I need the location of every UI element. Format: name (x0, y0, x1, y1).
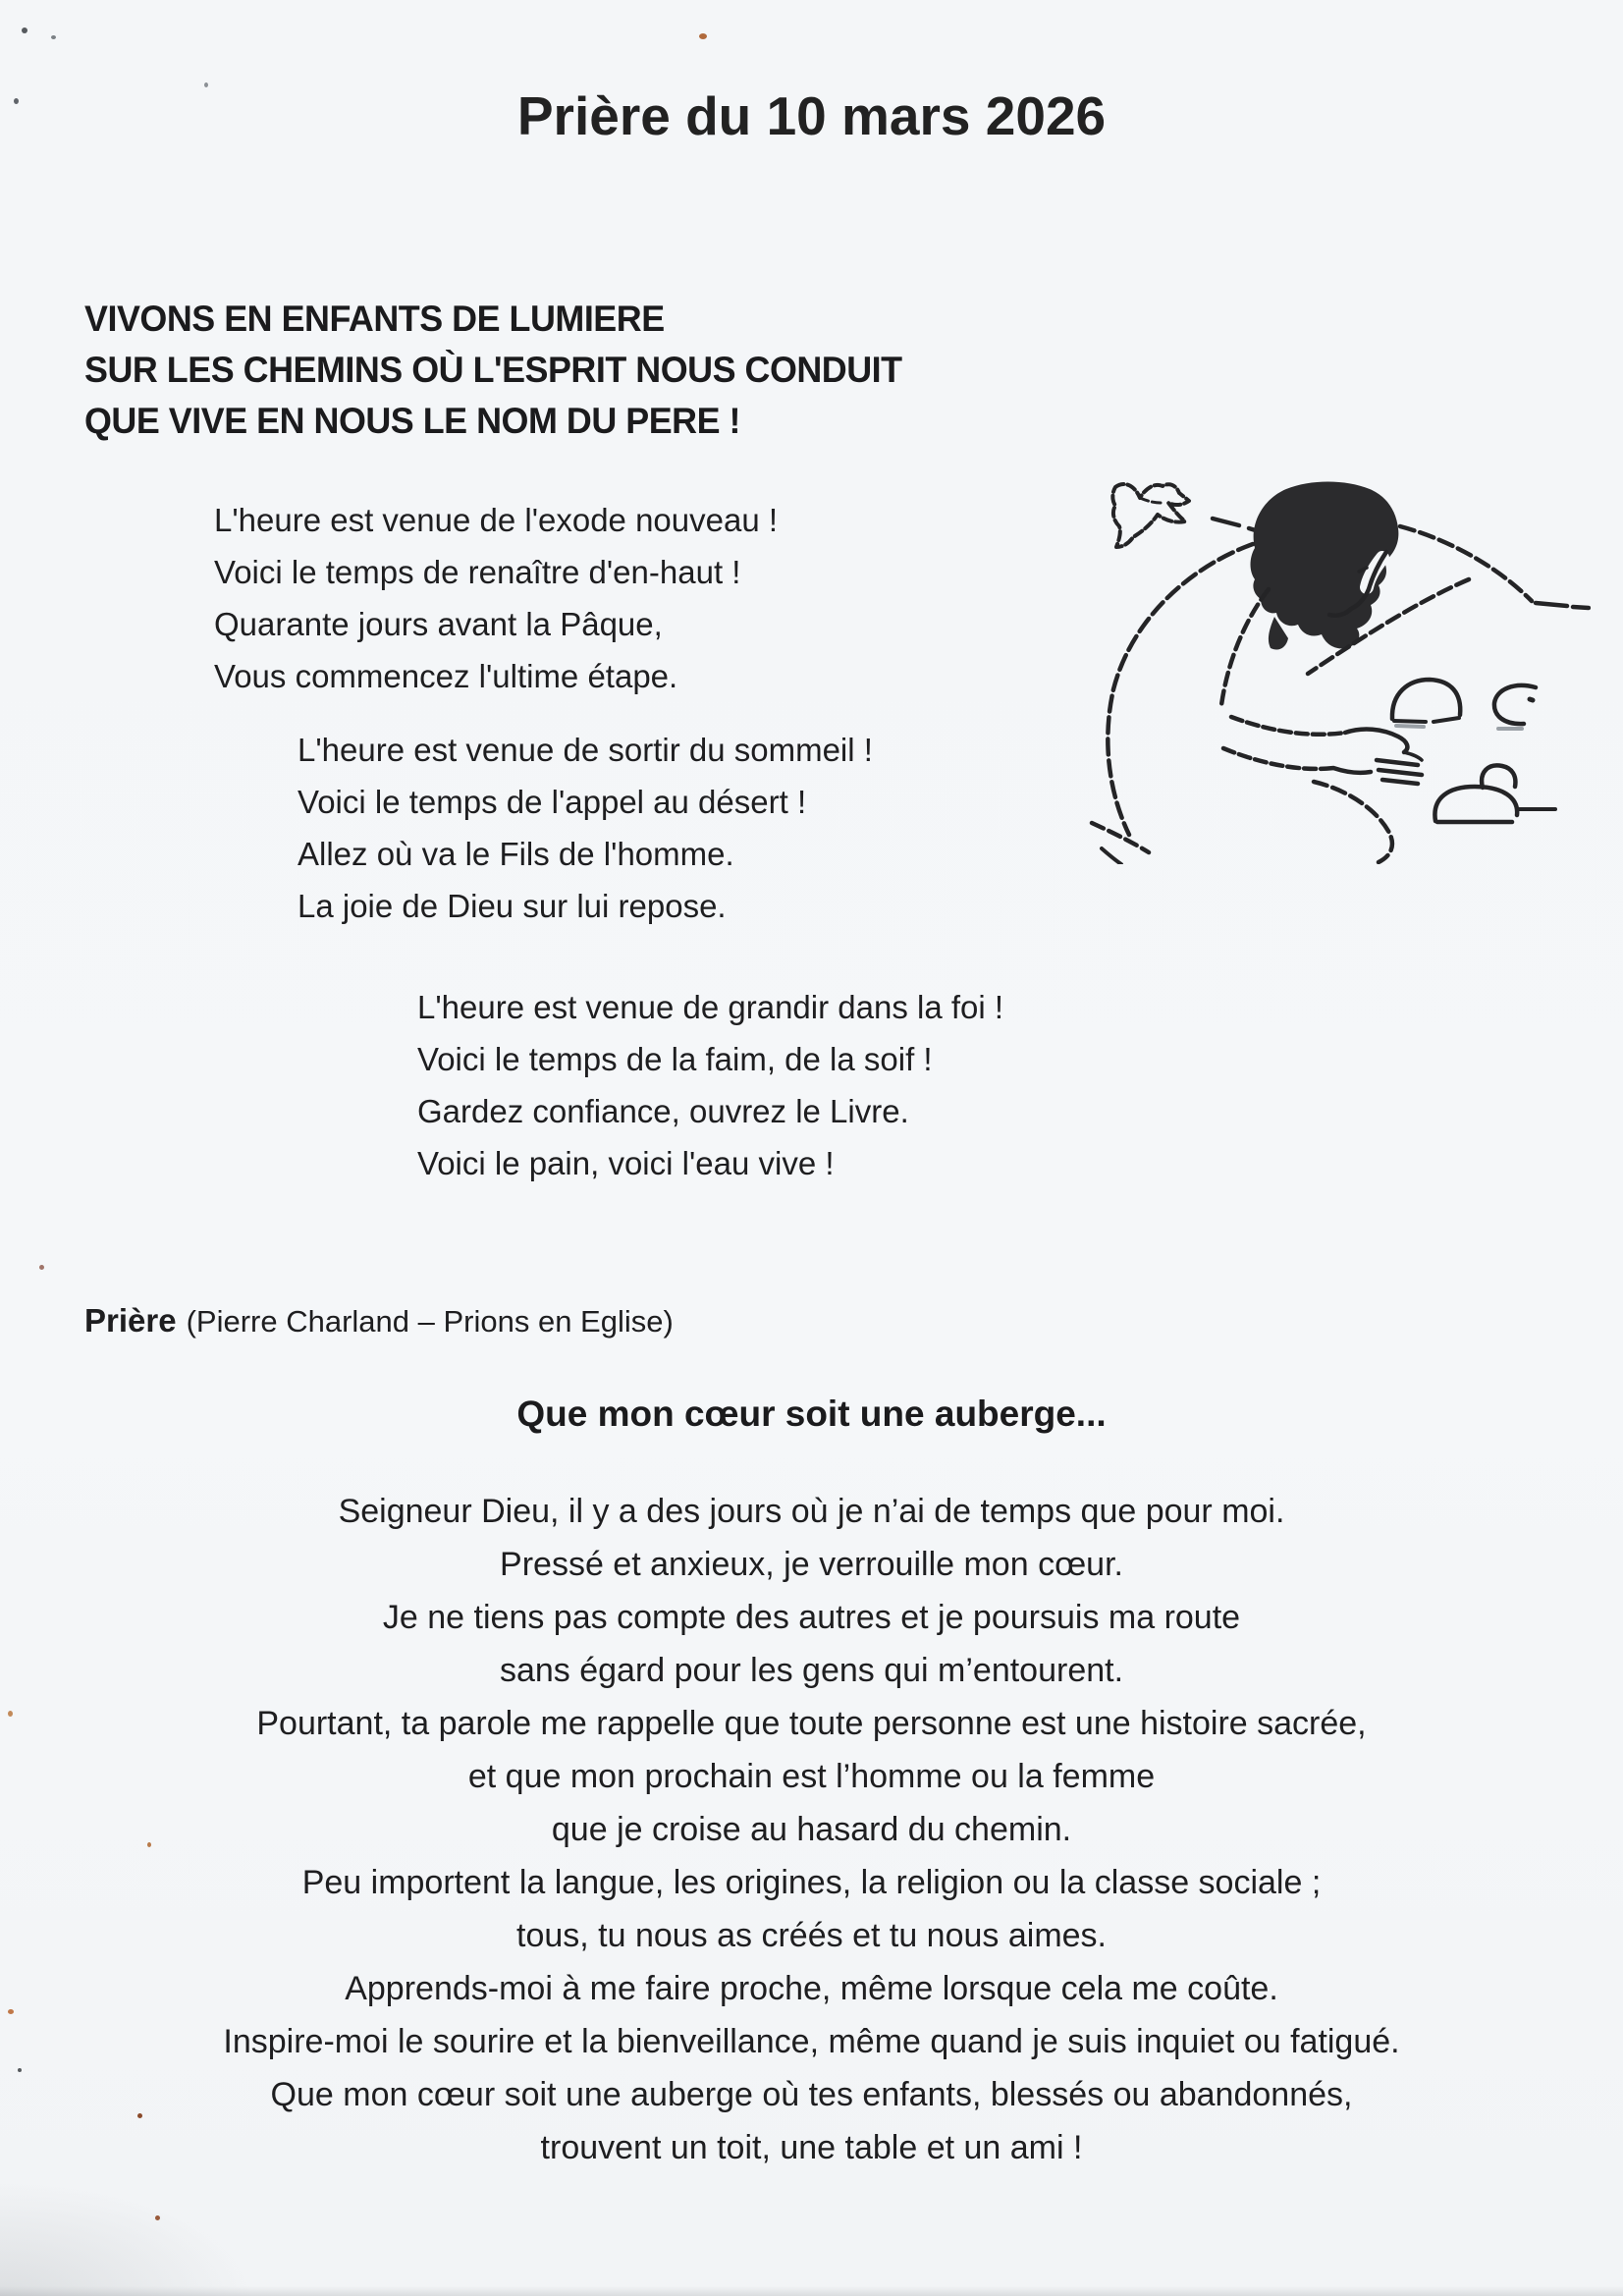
arm-top (1231, 717, 1345, 735)
prayer-line: Pressé et anxieux, je verrouille mon cœur. (500, 1546, 1123, 1583)
scan-speck (147, 1842, 151, 1847)
jesus-bending-with-dove-and-bread-illustration (1021, 442, 1591, 864)
scan-edge-shadow (0, 2286, 1623, 2296)
refrain-block (84, 294, 902, 447)
verse-line: L'heure est venue de grandir dans la foi ! (417, 989, 1004, 1025)
scan-speck (8, 1711, 13, 1717)
attribution-source: (Pierre Charland – Prions en Eglise) (186, 1304, 674, 1339)
prayer-line: tous, tu nous as créés et tu nous aimes. (516, 1917, 1107, 1954)
scan-speck (22, 27, 27, 33)
prayer-line: Que mon cœur soit une auberge où tes enfants, blessés ou abandonnés, (270, 2076, 1353, 2113)
bread-loaf (1494, 685, 1536, 729)
sketch-dash (1213, 519, 1239, 525)
verse-line: La joie de Dieu sur lui repose. (298, 888, 727, 924)
verse-line: Voici le temps de renaître d'en-haut ! (214, 554, 741, 590)
scan-speck (204, 82, 208, 87)
refrain-line: VIVONS EN ENFANTS DE LUMIERE (84, 299, 665, 339)
verse-line: L'heure est venue de l'exode nouveau ! (214, 502, 779, 538)
robe-fold (1221, 589, 1269, 705)
prayer-heading: Que mon cœur soit une auberge... (516, 1394, 1107, 1434)
stanza-2 (298, 724, 873, 932)
dove-icon (1112, 484, 1189, 547)
prayer-line: Je ne tiens pas compte des autres et je poursuis ma route (382, 1599, 1241, 1636)
verse-line: Allez où va le Fils de l'homme. (298, 836, 734, 872)
verse-line: Gardez confiance, ouvrez le Livre. (417, 1093, 909, 1129)
hand (1333, 730, 1422, 784)
scan-speck (8, 2009, 14, 2014)
verse-line: Voici le temps de la faim, de la soif ! (417, 1041, 933, 1077)
verse-line: L'heure est venue de sortir du sommeil ! (298, 732, 873, 768)
prayer-text (0, 1485, 1623, 2174)
attribution-label: Prière (84, 1302, 177, 1339)
stanza-1 (214, 494, 778, 702)
verse-line: Quarante jours avant la Pâque, (214, 606, 663, 642)
prayer-line: Seigneur Dieu, il y a des jours où je n’ai de temps que pour moi. (338, 1493, 1285, 1530)
bread-loaf (1434, 765, 1555, 822)
scan-speck (51, 35, 56, 39)
scan-corner-shadow (0, 2178, 255, 2296)
scan-speck (39, 1265, 44, 1270)
scan-speck (137, 2113, 142, 2118)
scan-speck (155, 2215, 160, 2220)
prayer-line: Apprends-moi à me faire proche, même lorsque cela me coûte. (345, 1970, 1278, 2007)
prayer-line: et que mon prochain est l’homme ou la femme (467, 1758, 1156, 1795)
scan-speck (699, 33, 707, 39)
scan-speck (18, 2068, 22, 2072)
prayer-line: sans égard pour les gens qui m’entourent. (499, 1652, 1124, 1689)
prayer-line: que je croise au hasard du chemin. (551, 1811, 1072, 1848)
back-outline (1108, 544, 1253, 835)
prayer-line: trouvent un toit, une table et un ami ! (540, 2129, 1083, 2166)
prayer-line: Inspire-moi le sourire et la bienveillance, même quand je suis inquiet ou fatigué. (223, 2023, 1400, 2060)
stanza-3 (417, 981, 1003, 1189)
refrain-line: QUE VIVE EN NOUS LE NOM DU PERE ! (84, 401, 740, 441)
prayer-line: Pourtant, ta parole me rappelle que toute personne est une histoire sacrée, (256, 1705, 1367, 1742)
bundle-top-dashes (1536, 603, 1589, 608)
bread-loaf (1392, 680, 1460, 727)
bundle-top (1400, 526, 1532, 601)
ground-mark (1102, 848, 1121, 864)
page-title: Prière du 10 mars 2026 (516, 85, 1107, 146)
arm-bottom (1223, 748, 1333, 769)
verse-line: Voici le temps de l'appel au désert ! (298, 784, 807, 820)
prayer-attribution (84, 1302, 674, 1339)
prayer-line: Peu importent la langue, les origines, la religion ou la classe sociale ; (301, 1864, 1322, 1901)
scan-speck (14, 98, 19, 104)
verse-line: Voici le pain, voici l'eau vive ! (417, 1145, 835, 1181)
verse-line: Vous commencez l'ultime étape. (214, 658, 678, 694)
leg-outline (1314, 782, 1392, 862)
refrain-line: SUR LES CHEMINS OÙ L'ESPRIT NOUS CONDUIT (84, 350, 902, 390)
